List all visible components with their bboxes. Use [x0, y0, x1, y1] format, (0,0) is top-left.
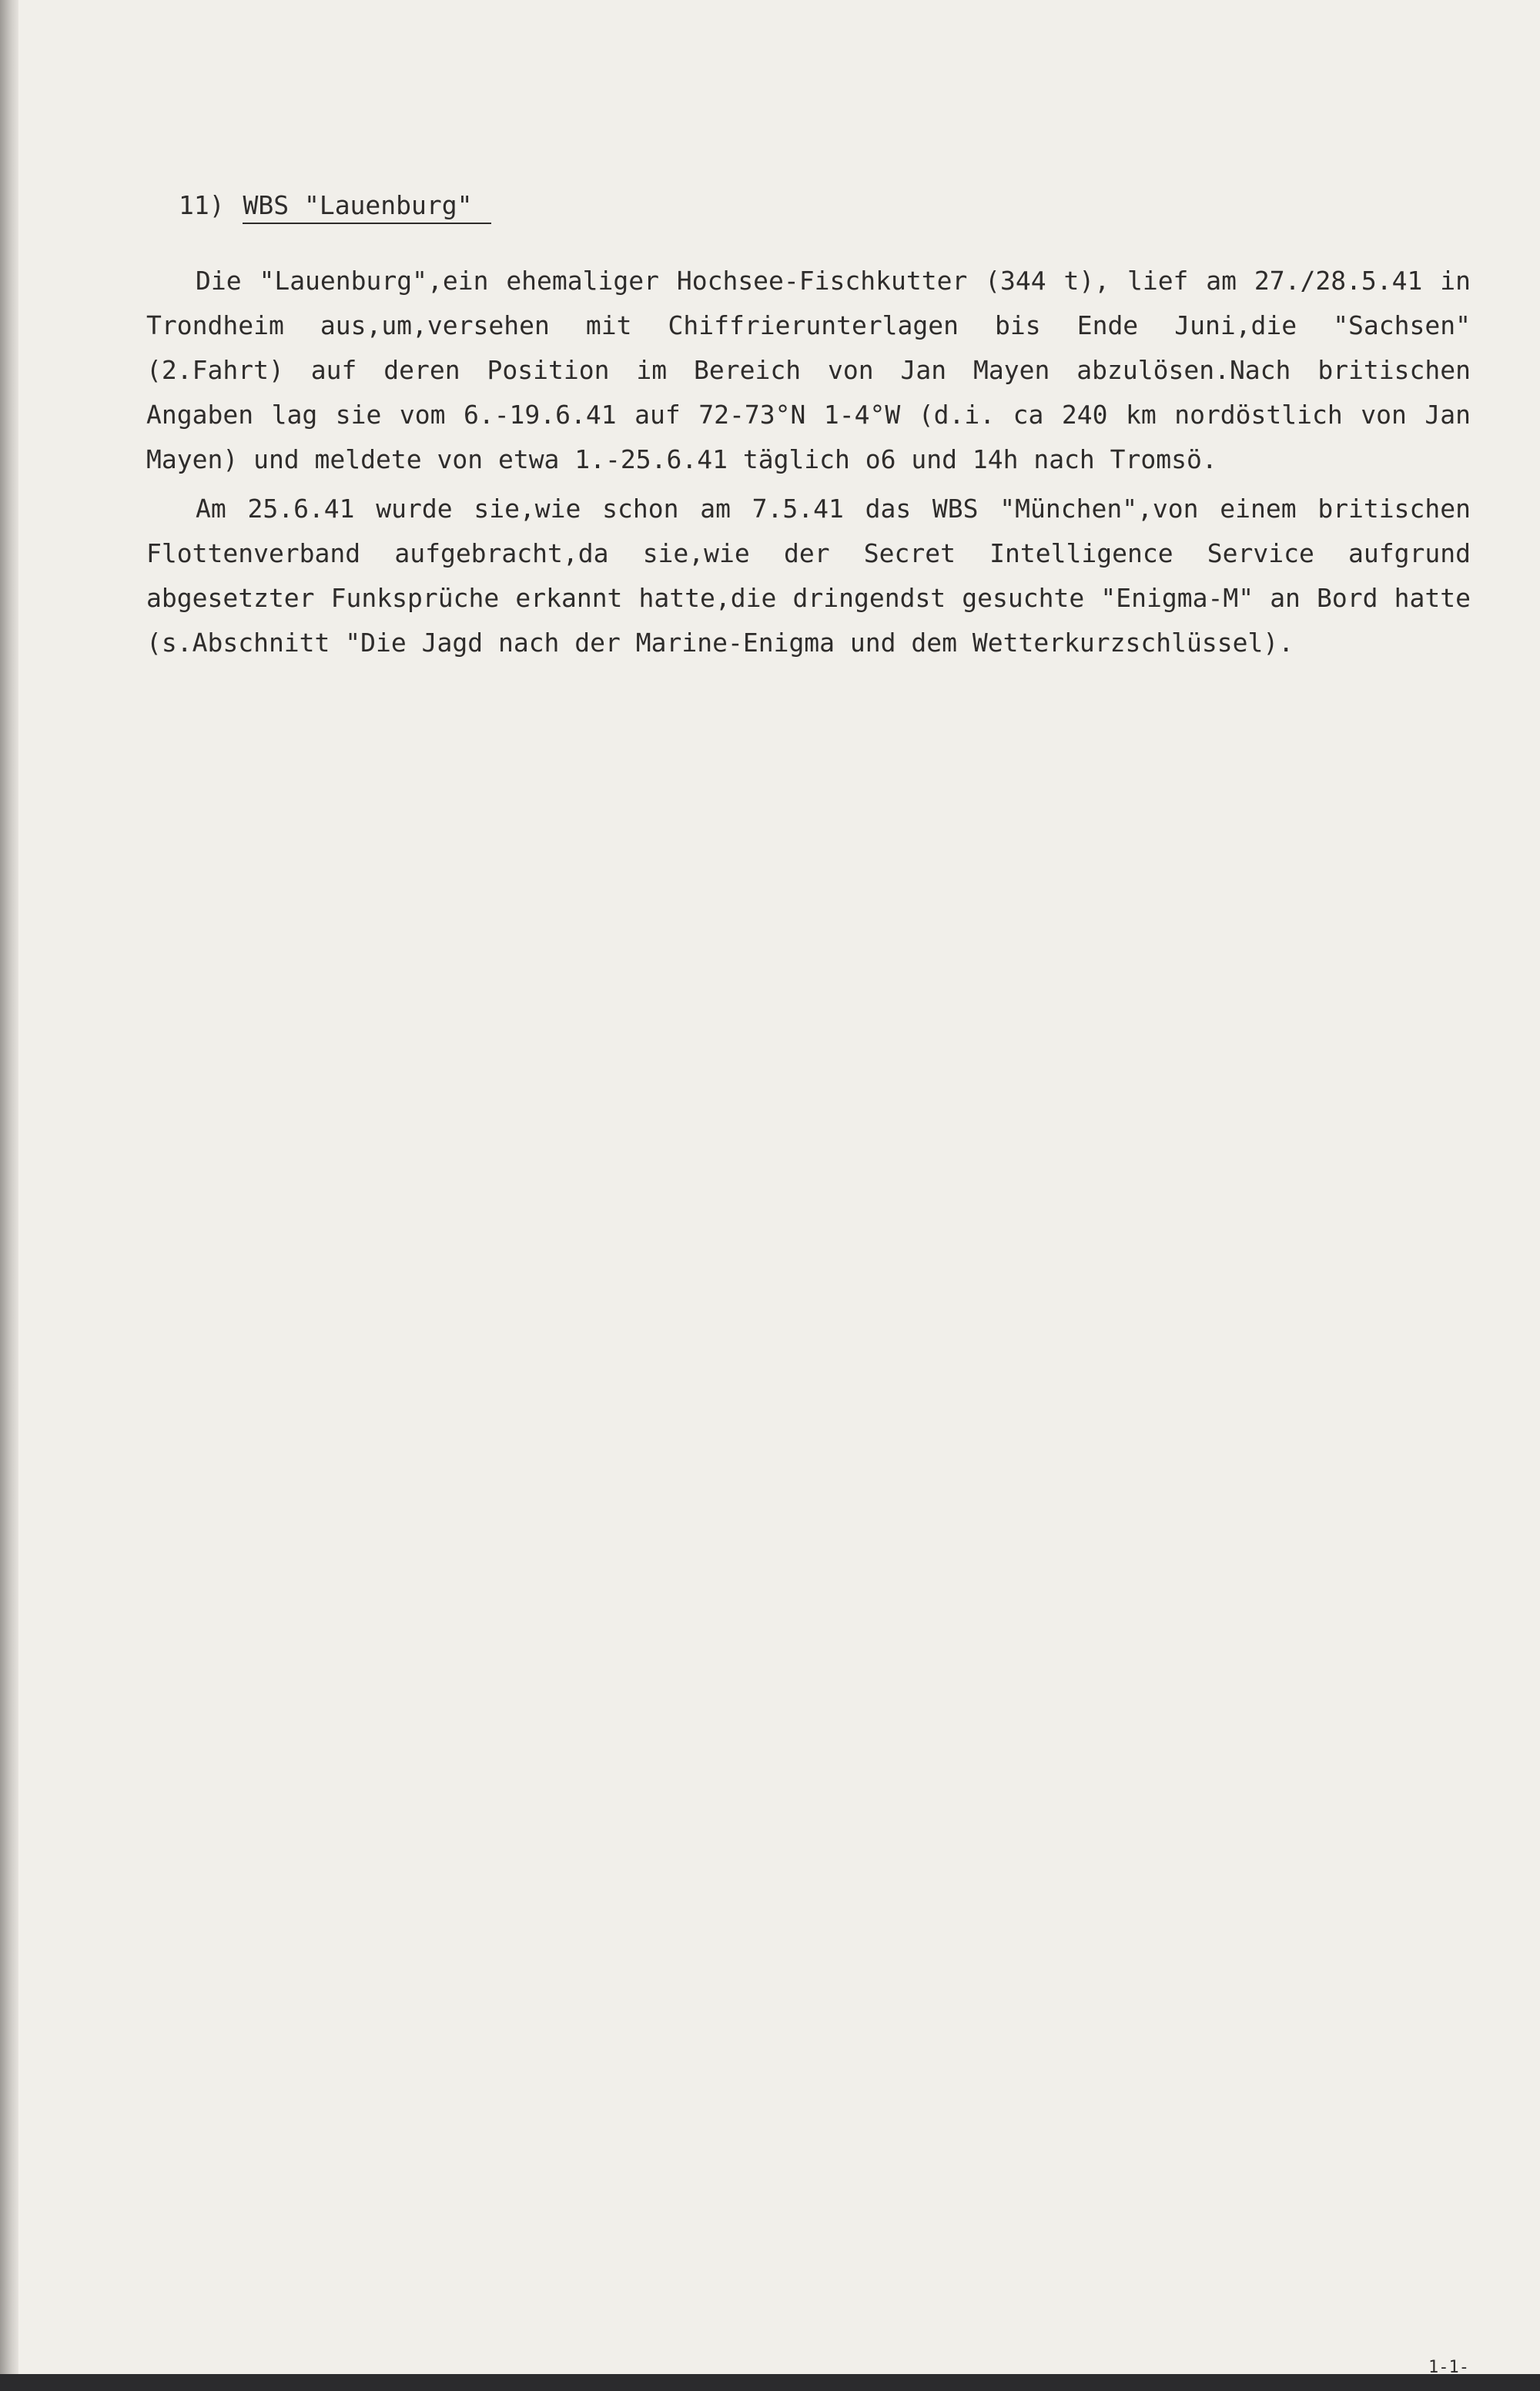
section-number: 11) — [179, 190, 225, 220]
section-heading — [179, 183, 1471, 228]
page-code: 1-1- — [1428, 2358, 1469, 2377]
section-title: WBS "Lauenburg" — [243, 190, 490, 224]
paragraph-1: Die "Lauenburg",ein ehemaliger Hochsee-Fischkutter (344 t), lief am 27./28.5.41 in Trondheim aus,um,versehen mit Chiffrierunterlagen bis Ende Juni,die "Sachsen" (2.Fahrt) auf deren Position im Bereich von Jan Mayen abzulösen.Nach britischen Angaben lag sie vom 6.-19.6.41 auf 72-73°N 1-4°W (d.i. ca 240 km nordöstlich von Jan Mayen) und meldete von etwa 1.-25.6.41 täglich o6 und 14h nach Tromsö. — [146, 266, 1471, 474]
paragraph-2: Am 25.6.41 wurde sie,wie schon am 7.5.41 das WBS "München",von einem britischen Flottenverband aufgebracht,da sie,wie der Secret Intelligence Service aufgrund abgesetzter Funksprüche erkannt hatte,die dringendst gesuchte "Enigma-M" an Bord hatte (s.Abschnitt "Die Jagd nach der Marine-Enigma und dem Wetterkurzschlüssel). — [146, 494, 1471, 658]
document-content — [146, 183, 1471, 665]
binding-edge — [0, 0, 18, 2391]
scan-bottom-edge — [0, 2374, 1540, 2391]
